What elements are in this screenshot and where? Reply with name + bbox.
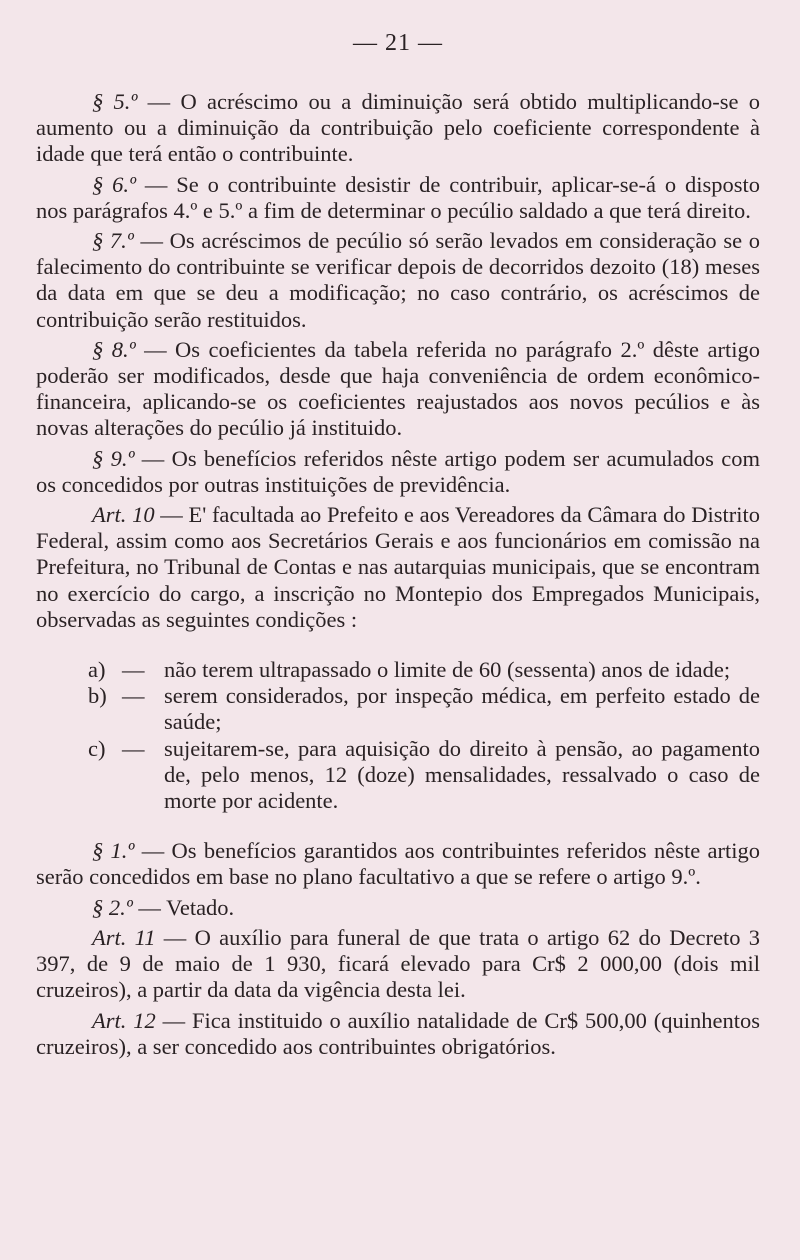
paragraph-art10 — [36, 502, 760, 633]
list-item — [36, 683, 760, 735]
paragraph-text: — O acréscimo ou a diminuição será obtido multiplicando-se o aumento ou a diminuição da contribuição pelo coeficiente correspondente à idade que terá então o contribuinte. — [36, 89, 761, 167]
list-item-dash: — — [122, 657, 145, 683]
paragraph-text: — E' facultada ao Prefeito e aos Vereadores da Câmara do Distrito Federal, assim como aos Secretários Gerais e aos funcionários em comissão na Prefeitura, no Tribunal de Contas e nas autarquias municipais, que se encontram no exercício do cargo, a inscrição no Montepio dos Empregados Municipais, observadas as seguintes condições : — [36, 502, 760, 632]
paragraph-text: — Os acréscimos de pecúlio só serão levados em consideração se o falecimento do contribuinte se verificar depois de decorridos dezoito (18) meses da data em que se deu a modificação; no caso contrário, os acréscimos de contribuição serão restituidos. — [36, 228, 761, 332]
list-item-dash: — — [122, 735, 145, 761]
list-item-text: serem considerados, por inspeção médica, em perfeito estado de saúde; — [164, 683, 760, 735]
paragraph-text: — Os coeficientes da tabela referida no parágrafo 2.º dêste artigo poderão ser modificados, desde que haja conveniência de ordem econômico-financeira, aplicando-se os coeficientes reajustados aos novos pecúlios e às novas alterações do pecúlio já instituido. — [36, 336, 760, 441]
paragraph-par1 — [36, 838, 760, 890]
list-item-text: não terem ultrapassado o limite de 60 (sessenta) anos de idade; — [164, 657, 731, 683]
paragraph-label: § 9.º — [92, 445, 135, 471]
conditions-list — [36, 657, 760, 814]
paragraph-label: § 8.º — [92, 336, 136, 362]
paragraph-text: — Fica instituido o auxílio natalidade de Cr$ 500,00 (quinhentos cruzeiros), a ser concedido aos contribuintes obrigatórios. — [36, 1007, 760, 1059]
paragraph-text: — Os benefícios referidos nêste artigo podem ser acumulados com os concedidos por outras instituições de previdência. — [36, 445, 760, 497]
paragraph-par5 — [36, 89, 760, 168]
paragraph-par2 — [36, 895, 760, 921]
paragraph-label: Art. 11 — [92, 924, 156, 950]
paragraph-art11 — [36, 925, 760, 1004]
paragraph-label: Art. 10 — [92, 502, 155, 528]
paragraph-label: Art. 12 — [92, 1007, 156, 1033]
list-item-dash: — — [122, 683, 145, 709]
paragraph-label: § 5.º — [92, 89, 138, 114]
list-item — [36, 736, 760, 815]
paragraph-par7 — [36, 228, 760, 333]
page-number: — 21 — — [353, 30, 443, 56]
paragraph-par9 — [36, 446, 760, 498]
list-item-letter: b) — [88, 683, 107, 709]
paragraph-label: § 2.º — [92, 894, 133, 920]
list-item-letter: a) — [88, 657, 106, 683]
paragraphs-before — [36, 89, 760, 633]
paragraph-label: § 1.º — [92, 838, 135, 864]
paragraph-art12 — [36, 1008, 760, 1060]
paragraphs-after — [36, 838, 760, 1060]
paragraph-text: — Vetado. — [138, 894, 235, 920]
list-item — [36, 657, 760, 683]
paragraph-label: § 7.º — [92, 228, 134, 254]
paragraph-text: — O auxílio para funeral de que trata o artigo 62 do Decreto 3 397, de 9 de maio de 1 930, ficará elevado para Cr$ 2 000,00 (dois mil cruzeiros), a partir da data da vigência desta lei. — [36, 924, 761, 1003]
paragraph-label: § 6.º — [92, 171, 136, 197]
paragraph-par8 — [36, 337, 760, 442]
paragraph-text: — Os benefícios garantidos aos contribuintes referidos nêste artigo serão concedidos em base no plano facultativo a que se refere o artigo 9.º. — [36, 838, 760, 890]
paragraph-par6 — [36, 172, 760, 224]
list-item-letter: c) — [88, 735, 106, 761]
list-item-text: sujeitarem-se, para aquisição do direito à pensão, ao pagamento de, pelo menos, 12 (doze) mensalidades, ressalvado o caso de morte por acidente. — [164, 735, 760, 814]
paragraph-text: — Se o contribuinte desistir de contribuir, aplicar-se-á o disposto nos parágrafos 4.º e 5.º a fim de determinar o pecúlio saldado a que terá direito. — [36, 171, 761, 223]
